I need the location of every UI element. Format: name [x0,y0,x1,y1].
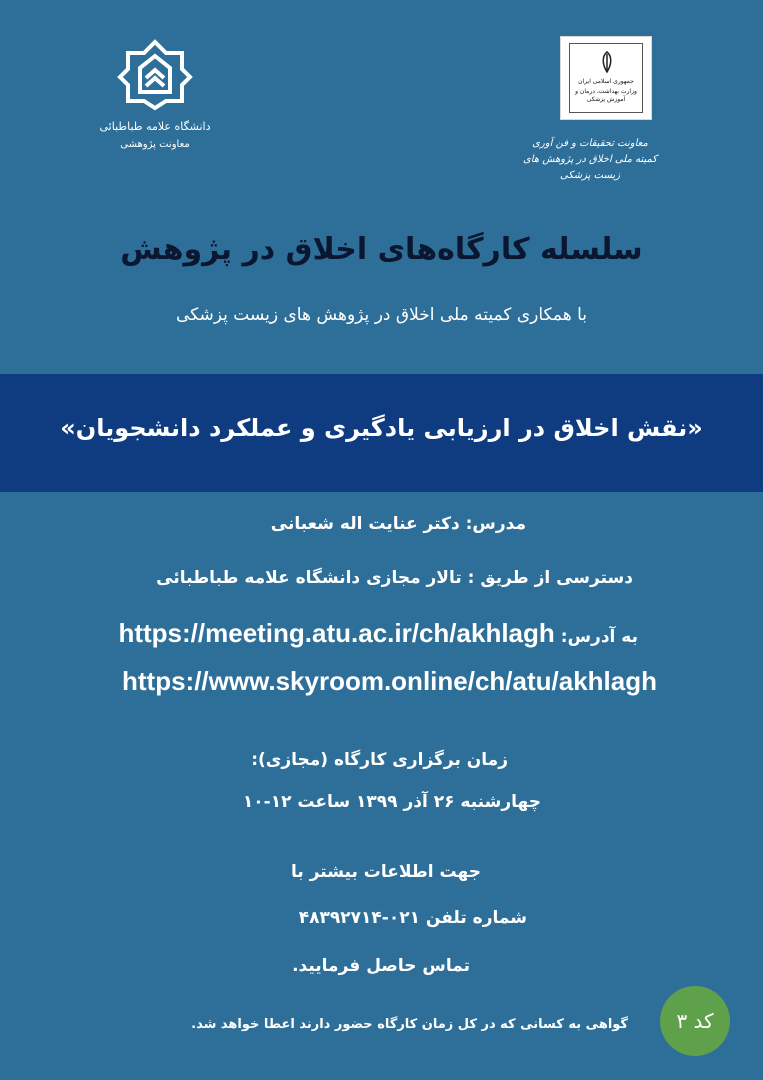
ministry-caption-line1: معاونت تحقیقات و فن آوری [532,138,648,149]
contact-line-3: تماس حاصل فرمایید. [292,956,470,976]
time-label: زمان برگزاری کارگاه (مجازی): [251,750,508,770]
ministry-emblem-icon [596,50,618,74]
meeting-link[interactable]: https://meeting.atu.ac.ir/ch/akhlagh [118,618,555,648]
topic-banner [0,374,763,492]
university-logo [95,38,215,150]
ministry-caption-line2: کمیته ملی اخلاق در پژوهش های زیست پزشکی [522,154,658,181]
page-title: سلسله کارگاه‌های اخلاق در پژوهش [120,232,643,267]
emblem-text-2: وزارت بهداشت، درمان و آموزش پزشکی [575,88,637,103]
emblem-text-1: جمهوری اسلامی ایران [578,78,634,85]
instructor-line: مدرس: دکتر عنایت اله شعبانی [270,514,526,534]
ministry-logo [560,36,652,120]
workshop-topic: «نقش اخلاق در ارزیابی یادگیری و عملکرد دانشجویان» [60,414,703,442]
address-row [118,618,638,649]
university-logo-icon [116,38,194,112]
contact-line-1: جهت اطلاعات بیشتر با [291,862,481,882]
time-value: چهارشنبه ۲۶ آذر ۱۳۹۹ ساعت ۱۲-۱۰ [242,792,541,812]
access-line: دسترسی از طریق : تالار مجازی دانشگاه علامه طباطبائی [156,568,633,588]
code-badge: کد ۳ [660,986,730,1056]
ministry-caption [520,136,660,184]
certificate-note: گواهی به کسانی که در کل زمان کارگاه حضور دارند اعطا خواهد شد. [191,1017,628,1032]
university-department: معاونت پژوهشی [120,139,190,150]
contact-phone: شماره تلفن ۰۲۱-۴۸۳۹۲۷۱۴ [298,908,527,928]
address-label: به آدرس: [560,627,638,647]
page-subtitle: با همکاری کمیته ملی اخلاق در پژوهش های زیست پزشکی [175,305,588,325]
university-name: دانشگاه علامه طباطبائی [99,120,211,133]
skyroom-link[interactable]: https://www.skyroom.online/ch/atu/akhlagh [122,666,657,696]
